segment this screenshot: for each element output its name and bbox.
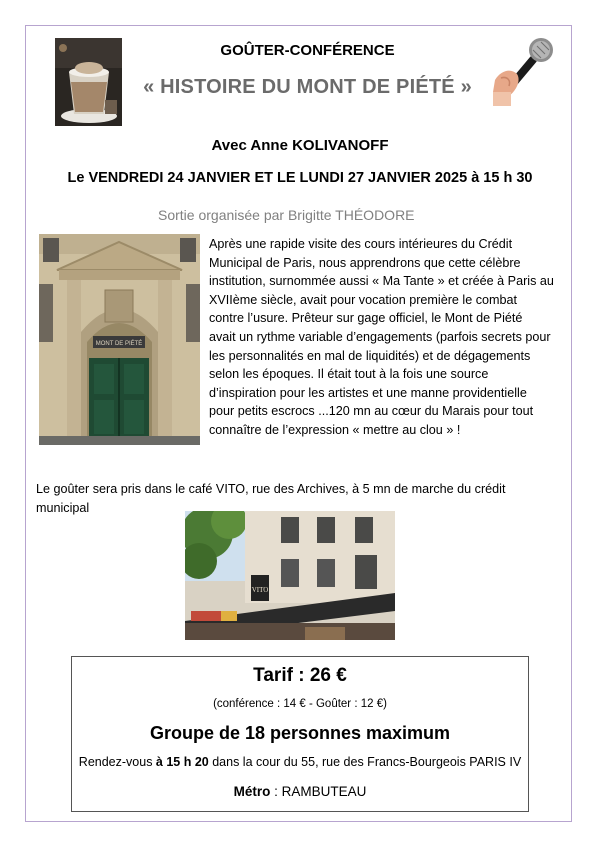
event-dates: Le VENDREDI 24 JANVIER ET LE LUNDI 27 JANVIER 2025 à 15 h 30 <box>67 170 533 186</box>
description-paragraph <box>209 235 569 440</box>
meeting-prefix: Rendez-vous <box>78 755 156 769</box>
metro-separator: : <box>270 784 282 799</box>
metro-line <box>71 784 529 799</box>
description-line: avait un rythme variable d’engagements (parfois secrets pour <box>209 329 551 344</box>
event-title: « HISTOIRE DU MONT DE PIÉTÉ » <box>143 76 472 98</box>
speaker-line: Avec Anne KOLIVANOFF <box>211 137 389 154</box>
description-line: Après une rapide visite des cours intérieures du Crédit <box>209 237 513 251</box>
description-line: institution, surnommée aussi « Ma Tante » et créée à Paris au <box>209 274 554 289</box>
meeting-address: dans la cour du 55, rue des Francs-Bourgeois PARIS IV <box>208 755 522 769</box>
microphone-photo-icon <box>487 34 561 108</box>
metro-label: Métro <box>233 784 271 799</box>
description-line: connaître de l’expression « mettre au clou » ! <box>209 422 461 437</box>
group-size: Groupe de 18 personnes maximum <box>149 723 451 743</box>
coffee-photo-icon <box>55 38 122 126</box>
metro-station: RAMBUTEAU <box>281 784 367 799</box>
building-plaque-text: MONT DE PIÉTÉ <box>95 341 143 347</box>
description-line: les personnalités en mal de liquidités) et de dégagements <box>209 348 531 363</box>
description-line: Municipal de Paris, nous apprendrons que cette célèbre <box>209 255 521 270</box>
event-subtitle: GOÛTER-CONFÉRENCE <box>220 42 395 59</box>
price-breakdown: (conférence : 14 € - Goûter : 12 €) <box>213 698 387 710</box>
description-line: d’inspiration pour les artistes et une manne providentielle <box>209 385 527 400</box>
cafe-line: Le goûter sera pris dans le café VITO, rue des Archives, à 5 mn de marche du crédit <box>36 482 506 496</box>
description-line: pour petits escrocs ...120 mn au cœur du Marais pour tout <box>209 404 534 419</box>
meeting-time: à 15 h 20 <box>155 755 209 769</box>
organizer-line: Sortie organisée par Brigitte THÉODORE <box>158 207 415 223</box>
price-heading: Tarif : 26 € <box>253 665 347 686</box>
cafe-vito-photo <box>185 511 395 640</box>
mont-de-piete-building-photo <box>39 234 200 445</box>
description-line: XVIIème siècle, avait pour vocation première le combat <box>209 292 517 307</box>
cafe-sign-text: VITO <box>251 586 269 594</box>
cafe-line: municipal <box>36 500 90 515</box>
description-line: selon les époques. Il était tout à la fois une source <box>209 367 489 382</box>
meeting-point <box>71 755 529 769</box>
description-line: contre l’usure. Prêteur sur gage officiel, le Mont de Piété <box>209 311 523 326</box>
